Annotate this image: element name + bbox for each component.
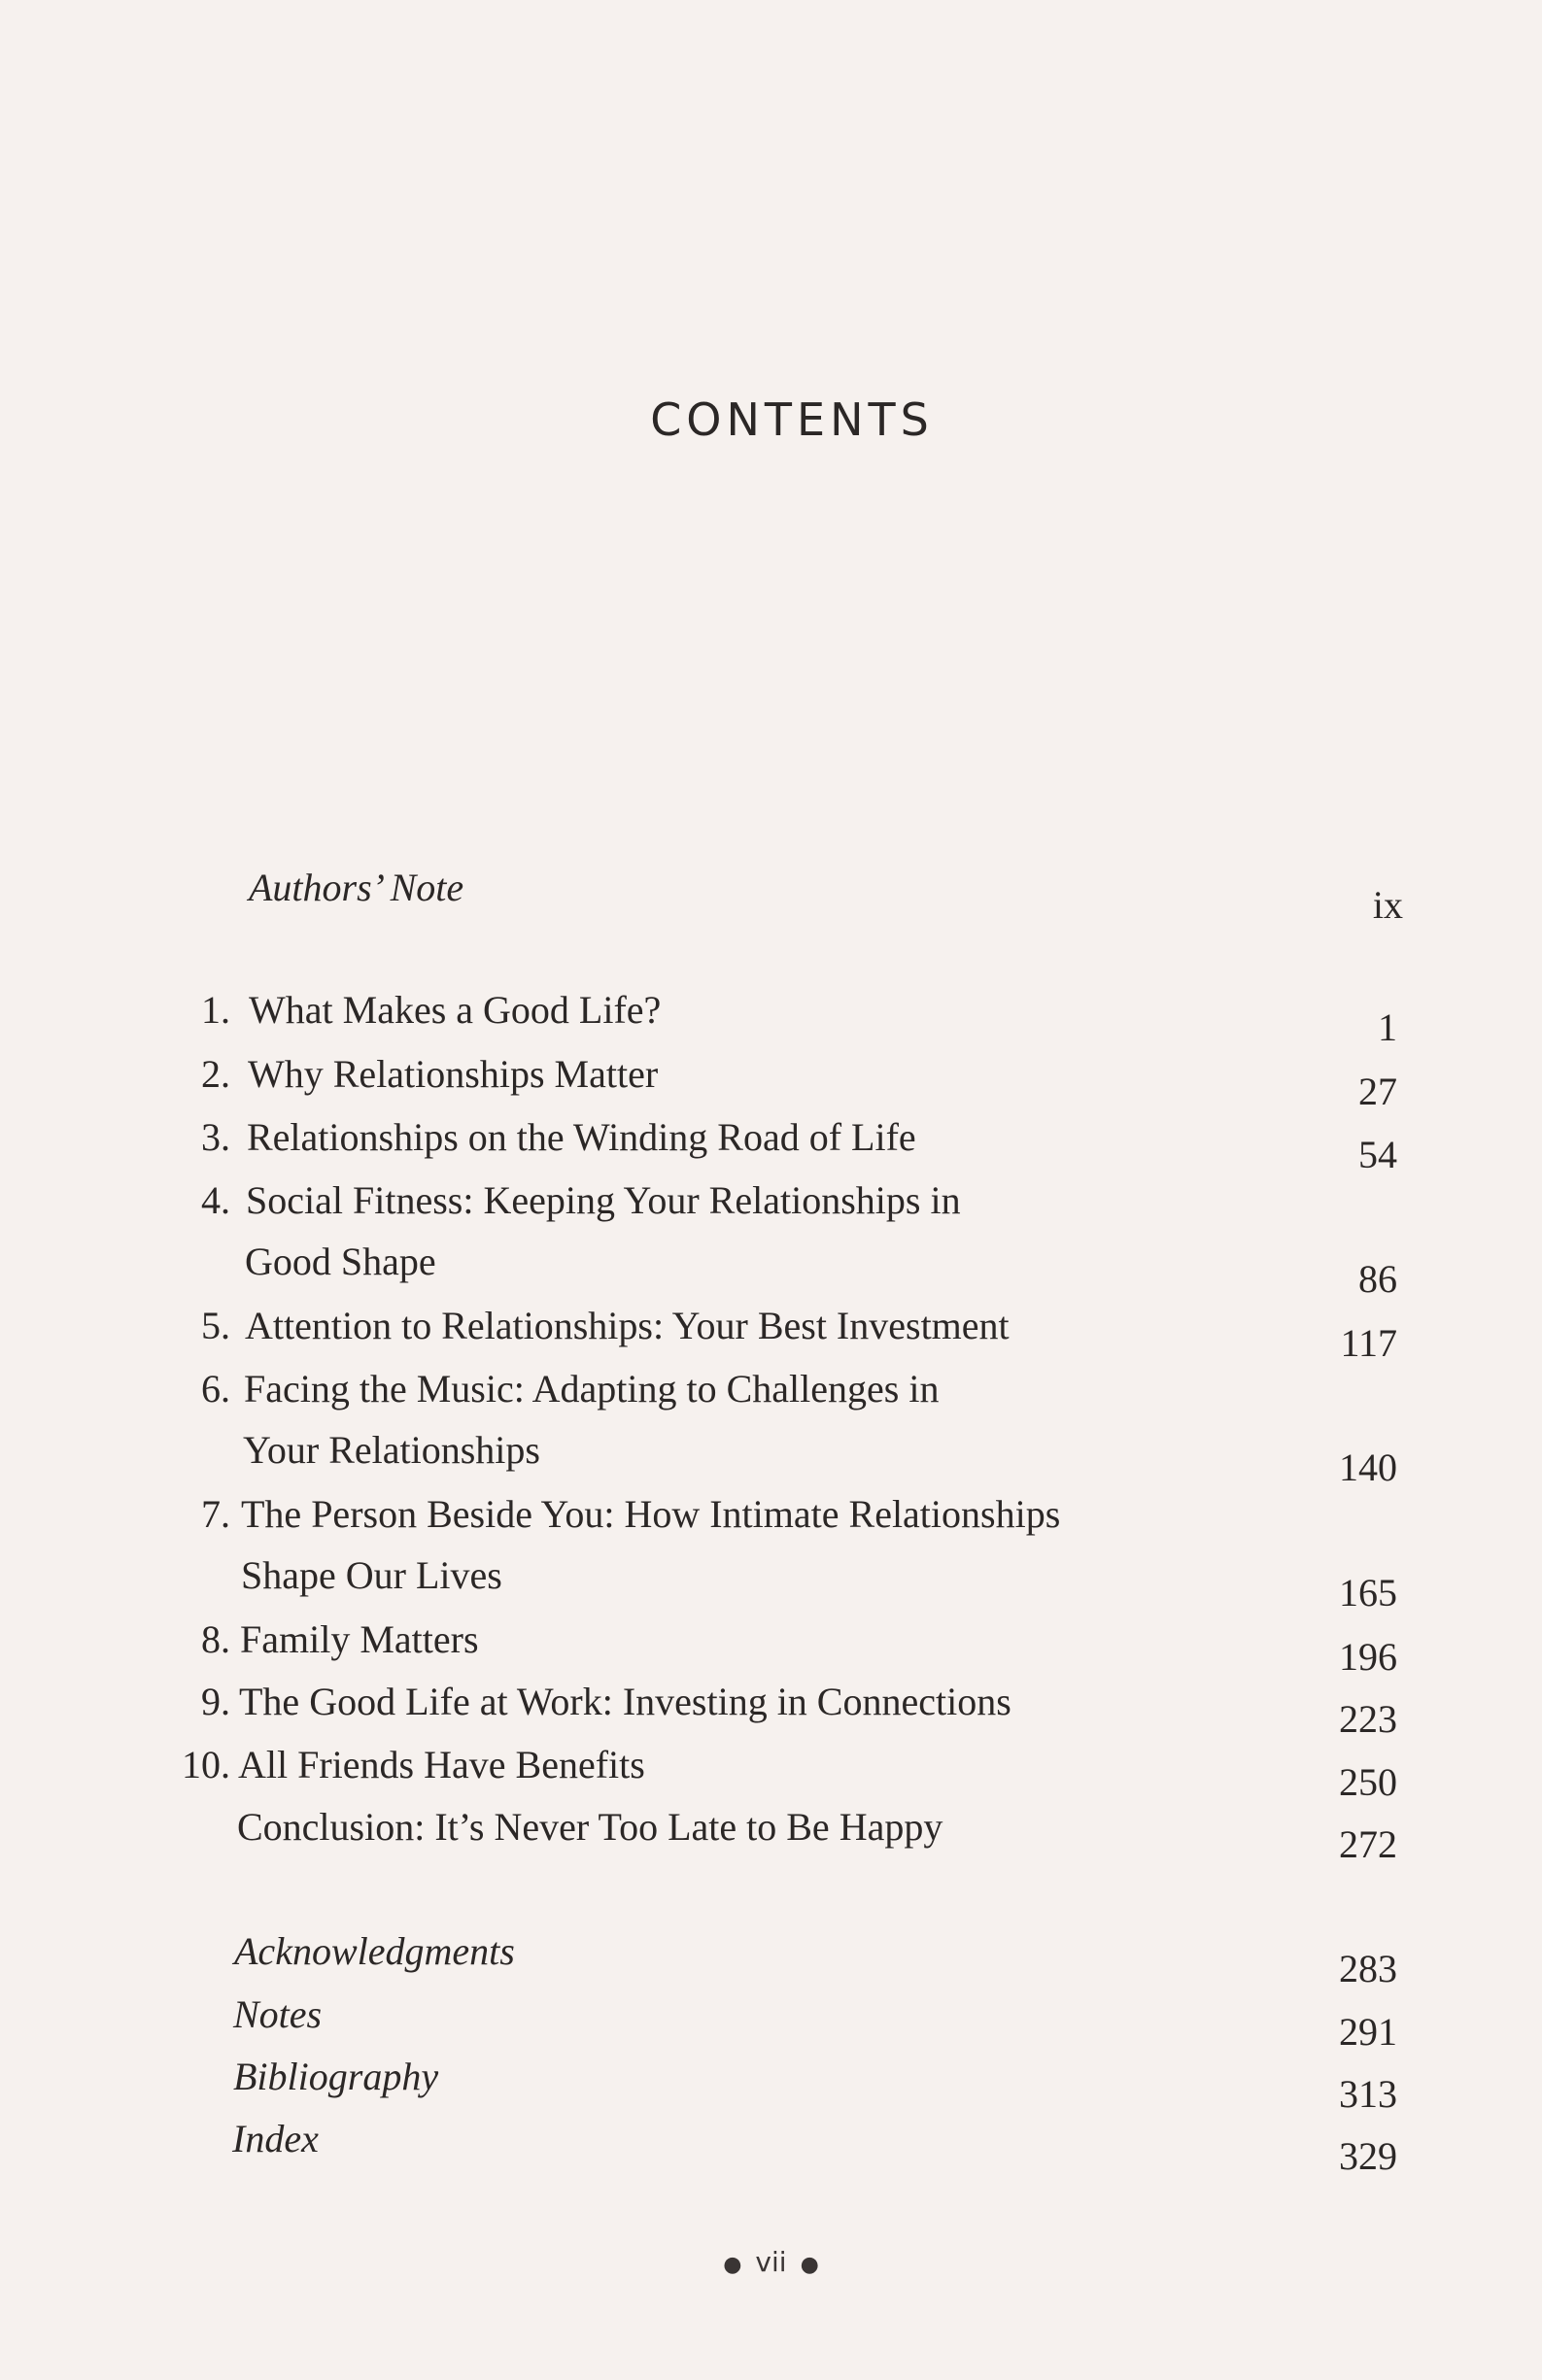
entry-page: 329	[1339, 2134, 1397, 2178]
entry-title: All Friends Have Benefits	[238, 1743, 645, 1786]
chapter-number: 10.	[182, 1743, 230, 1786]
entry-page: 283	[1339, 1947, 1397, 1990]
toc-entry-acknowledgments	[0, 1928, 1542, 1990]
toc-entry-bibliography	[0, 2054, 1542, 2116]
toc-entry-conclusion	[0, 1804, 1542, 1866]
toc-entry-chapter-3	[0, 1114, 1542, 1176]
entry-title: Bibliography	[233, 2055, 439, 2098]
entry-page: 272	[1339, 1822, 1397, 1866]
entry-title: Authors’ Note	[249, 866, 464, 909]
bullet-icon: ●	[800, 2253, 819, 2277]
chapter-number: 7.	[201, 1492, 230, 1536]
entry-title-line-2: Shape Our Lives	[241, 1553, 502, 1597]
toc-entry-chapter-5	[0, 1303, 1542, 1365]
chapter-number: 3.	[201, 1115, 230, 1159]
entry-page: 140	[1339, 1445, 1397, 1489]
entry-title: Relationships on the Winding Road of Life	[247, 1115, 916, 1159]
entry-title: Why Relationships Matter	[248, 1052, 659, 1096]
entry-page: 291	[1339, 2010, 1397, 2054]
toc-entry-chapter-1	[0, 987, 1542, 1049]
toc-entry-authors-note	[0, 865, 1542, 927]
page-folio	[0, 2246, 1542, 2278]
chapter-number: 4.	[201, 1178, 230, 1222]
entry-page: 250	[1339, 1760, 1397, 1804]
entry-title: Conclusion: It’s Never Too Late to Be Happy	[237, 1805, 943, 1849]
chapter-number: 8.	[201, 1617, 230, 1661]
folio-number: vii	[755, 2246, 787, 2278]
entry-title-line-2: Good Shape	[245, 1240, 436, 1283]
entry-page: 117	[1340, 1321, 1397, 1365]
entry-page: 1	[1378, 1005, 1397, 1049]
entry-title-line-2: Your Relationships	[243, 1428, 540, 1472]
entry-title: Acknowledgments	[234, 1929, 515, 1973]
chapter-number: 6.	[201, 1367, 230, 1411]
entry-title-line-1: Social Fitness: Keeping Your Relationships in	[246, 1178, 961, 1222]
toc-entry-index	[0, 2116, 1542, 2178]
toc-entry-chapter-2	[0, 1051, 1542, 1113]
toc-entry-notes	[0, 1991, 1542, 2054]
bullet-icon: ●	[723, 2253, 742, 2277]
toc-entry-chapter-7	[0, 1491, 1542, 1615]
entry-page: ix	[1372, 883, 1403, 927]
entry-page: 27	[1358, 1070, 1397, 1113]
chapter-number: 5.	[201, 1304, 230, 1347]
toc-entry-chapter-6	[0, 1366, 1542, 1489]
entry-page: 54	[1358, 1133, 1397, 1176]
entry-page: 223	[1339, 1697, 1397, 1741]
entry-title-line-1: Facing the Music: Adapting to Challenges in	[244, 1367, 940, 1411]
chapter-number: 1.	[201, 988, 230, 1032]
entry-title: The Good Life at Work: Investing in Connections	[239, 1680, 1011, 1723]
toc-entry-chapter-9	[0, 1679, 1542, 1741]
entry-title: Index	[232, 2117, 319, 2160]
toc-entry-chapter-4	[0, 1177, 1542, 1301]
chapter-number: 9.	[201, 1680, 230, 1723]
entry-page: 165	[1339, 1571, 1397, 1615]
entry-page: 86	[1358, 1257, 1397, 1301]
entry-title-line-1: The Person Beside You: How Intimate Relationships	[241, 1492, 1061, 1536]
entry-title: Notes	[233, 1992, 323, 2036]
entry-title: Attention to Relationships: Your Best Investment	[245, 1304, 1010, 1347]
toc-entry-chapter-10	[0, 1742, 1542, 1804]
page-title: CONTENTS	[650, 393, 934, 446]
entry-title: What Makes a Good Life?	[249, 988, 662, 1032]
toc-entry-chapter-8	[0, 1616, 1542, 1679]
entry-title: Family Matters	[240, 1617, 479, 1661]
entry-page: 196	[1339, 1635, 1397, 1679]
chapter-number: 2.	[201, 1052, 230, 1096]
entry-page: 313	[1339, 2072, 1397, 2116]
